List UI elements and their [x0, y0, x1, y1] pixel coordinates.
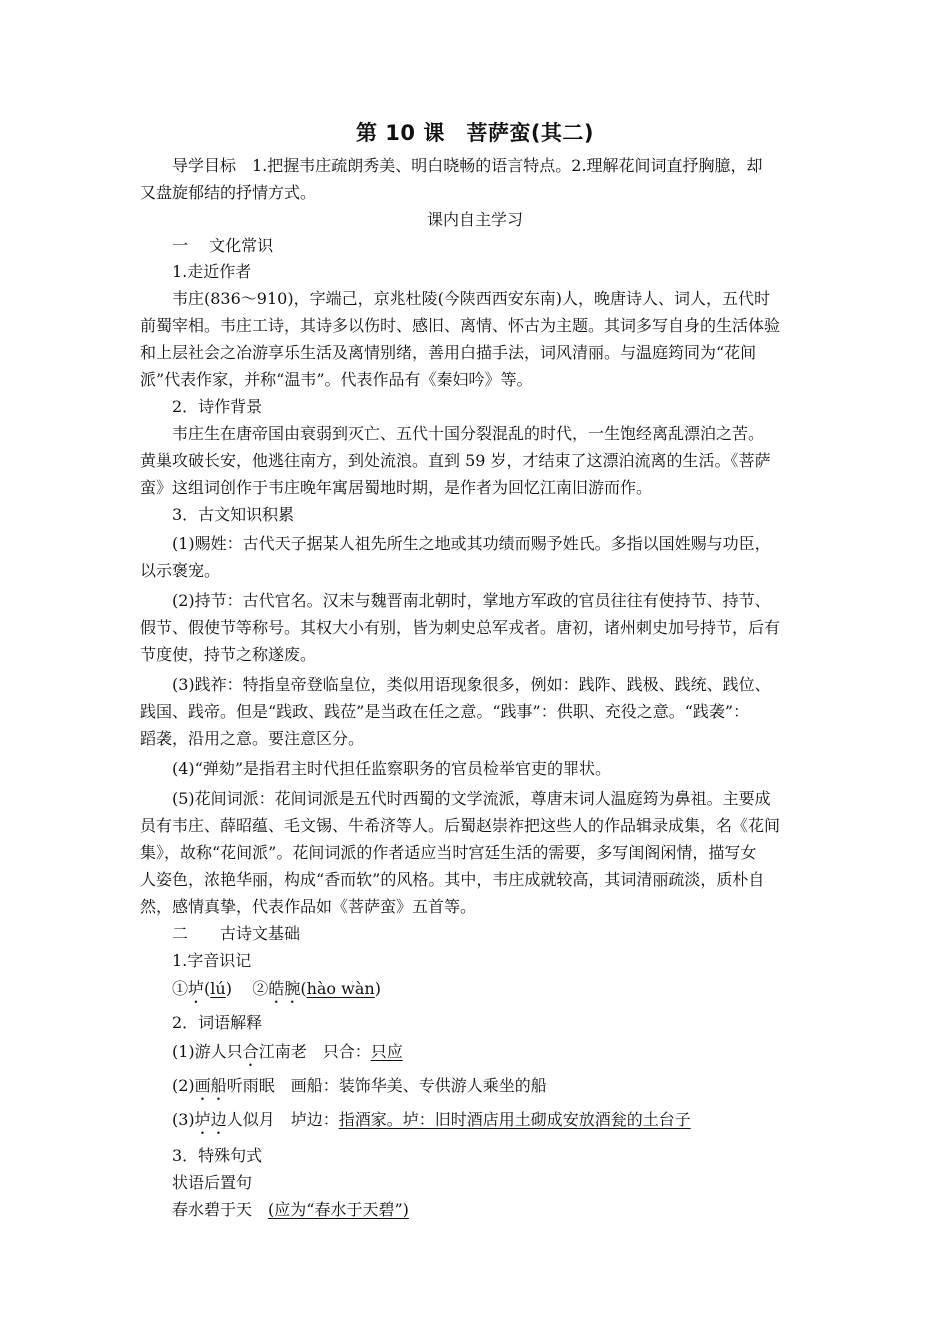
section-heading: 课内自主学习 [426, 210, 523, 229]
vocab-item-2-post: 听雨眠 画船：装饰华美、专供游人乘坐的船 [226, 1076, 547, 1095]
vocab-item-3-dotted: 垆边 [194, 1110, 227, 1129]
knowledge-item-5-line-4: 人姿色，浓艳华丽，构成“香而软”的风格。其中，韦庄成就较高，其词清丽疏淡，质朴自 [140, 870, 765, 889]
knowledge-item-3-line-3: 蹈袭，沿用之意。要注意区分。 [140, 729, 365, 748]
vocab-item-1-answer: 只应 [370, 1042, 403, 1061]
pron-item-2-chars: 皓腕 [268, 979, 301, 998]
vocab-item-3-post: 人似月 垆边： [226, 1110, 339, 1129]
part1-heading: 一 文化常识 [172, 236, 274, 255]
knowledge-item-5-line-2: 员有韦庄、薛昭蕴、毛文锡、牛希济等人。后蜀赵崇祚把这些人的作品辑录成集，名《花间 [140, 816, 781, 835]
learning-goal-line-2: 又盘旋郁结的抒情方式。 [140, 183, 317, 202]
pron-item-1-number: ① [172, 979, 189, 998]
vocab-item-2-pre: (2) [172, 1076, 195, 1095]
pron-item-2-number: ② [252, 979, 269, 998]
vocab-item-2-dotted: 画船 [194, 1076, 227, 1095]
knowledge-item-2-line-1: (2)持节：古代官名。汉末与魏晋南北朝时，掌地方军政的官员往往有使持节、持节、 [172, 591, 771, 610]
background-heading: 2．诗作背景 [172, 397, 263, 416]
author-line-3: 和上层社会之冶游享乐生活及离情别绪，善用白描手法，词风清丽。与温庭筠同为“花间 [140, 343, 757, 362]
syntax-type: 状语后置句 [172, 1173, 253, 1192]
knowledge-item-2-line-2: 假节、假使节等称号。其权大小有别，皆为刺史总军戎者。唐初，诸州刺史加号持节，后有 [140, 618, 781, 637]
author-heading: 1.走近作者 [172, 262, 252, 281]
syntax-sentence-text: 春水碧于天 [172, 1200, 269, 1219]
knowledge-item-3-line-2: 践国、践帝。但是“践政、践莅”是当政在任之意。“践事”：供职、充役之意。“践袭”： [140, 702, 750, 721]
knowledge-item-1-line-1: (1)赐姓：古代天子据某人祖先所生之地或其功绩而赐予姓氏。多指以国姓赐与功臣， [172, 534, 771, 553]
page-title: 第 10 课 菩萨蛮(其二) [355, 121, 595, 145]
vocab-item-1-pre: (1)游人只 [172, 1042, 243, 1061]
background-line-3: 蛮》这组词创作于韦庄晚年寓居蜀地时期，是作者为回忆江南旧游而作。 [140, 478, 653, 497]
knowledge-item-2-line-3: 节度使，持节之称遂废。 [140, 645, 317, 664]
learning-goal-line-1: 导学目标 1.把握韦庄疏朗秀美、明白晓畅的语言特点。2.理解花间词直抒胸臆，却 [172, 156, 763, 175]
syntax-sentence [172, 1199, 409, 1221]
part2-heading: 二 古诗文基础 [172, 924, 301, 943]
knowledge-item-4-line-1: (4)“弹劾”是指君主时代担任监察职务的官员检举官吏的罪状。 [172, 759, 612, 778]
knowledge-item-3-line-1: (3)践祚：特指皇帝登临皇位，类似用语现象很多，例如：践阼、践极、践统、践位、 [172, 675, 771, 694]
pron-item-1-pinyin: lú [210, 979, 226, 998]
vocab-item-3 [172, 1109, 691, 1138]
vocab-item-3-pre: (3) [172, 1110, 195, 1129]
knowledge-heading: 3．古文知识积累 [172, 505, 295, 524]
author-line-2: 前蜀宰相。韦庄工诗，其诗多以伤时、感旧、离情、怀古为主题。其词多写自身的生活体验 [140, 316, 781, 335]
syntax-answer: (应为“春水于天碧”) [268, 1200, 409, 1219]
pron-item-1-char: 垆 [188, 979, 205, 998]
pronunciation-items: ①垆(lú) ②皓腕(hào wàn) [172, 979, 381, 998]
vocab-item-1-dotted: 合 [242, 1042, 259, 1061]
syntax-heading: 3．特殊句式 [172, 1146, 263, 1165]
background-line-1: 韦庄生在唐帝国由衰弱到灭亡、五代十国分裂混乱的时代，一生饱经离乱漂泊之苦。 [172, 424, 765, 443]
knowledge-item-5-line-5: 然，感情真挚，代表作品如《菩萨蛮》五首等。 [140, 897, 477, 916]
knowledge-item-1-line-2: 以示褒宠。 [140, 561, 221, 580]
vocab-item-3-answer: 指酒家。垆：旧时酒店用土砌成安放酒瓮的土台子 [338, 1110, 691, 1129]
author-line-4: 派”代表作家，并称“温韦”。代表作品有《秦妇吟》等。 [140, 370, 533, 389]
pron-item-2-pinyin: hào wàn [306, 979, 375, 998]
vocab-item-1 [172, 1041, 403, 1070]
vocab-item-2 [172, 1075, 547, 1104]
background-line-2: 黄巢攻破长安，他逃往南方，到处流浪。直到 59 岁，才结束了这漂泊流离的生活。《菩萨 [140, 451, 771, 470]
vocab-heading: 2．词语解释 [172, 1013, 263, 1032]
pronunciation-heading: 1.字音识记 [172, 951, 252, 970]
knowledge-item-5-line-3: 集》，故称“花间派”。花间词派的作者适应当时宫廷生活的需要，多写闺阁闲情，描写女 [140, 843, 757, 862]
author-line-1: 韦庄(836～910)，字端己，京兆杜陵(今陕西西安东南)人，晚唐诗人、词人，五代时 [172, 289, 771, 308]
knowledge-item-5-line-1: (5)花间词派：花间词派是五代时西蜀的文学流派，尊唐末词人温庭筠为鼻祖。主要成 [172, 789, 771, 808]
vocab-item-1-post: 江南老 只合： [258, 1042, 371, 1061]
